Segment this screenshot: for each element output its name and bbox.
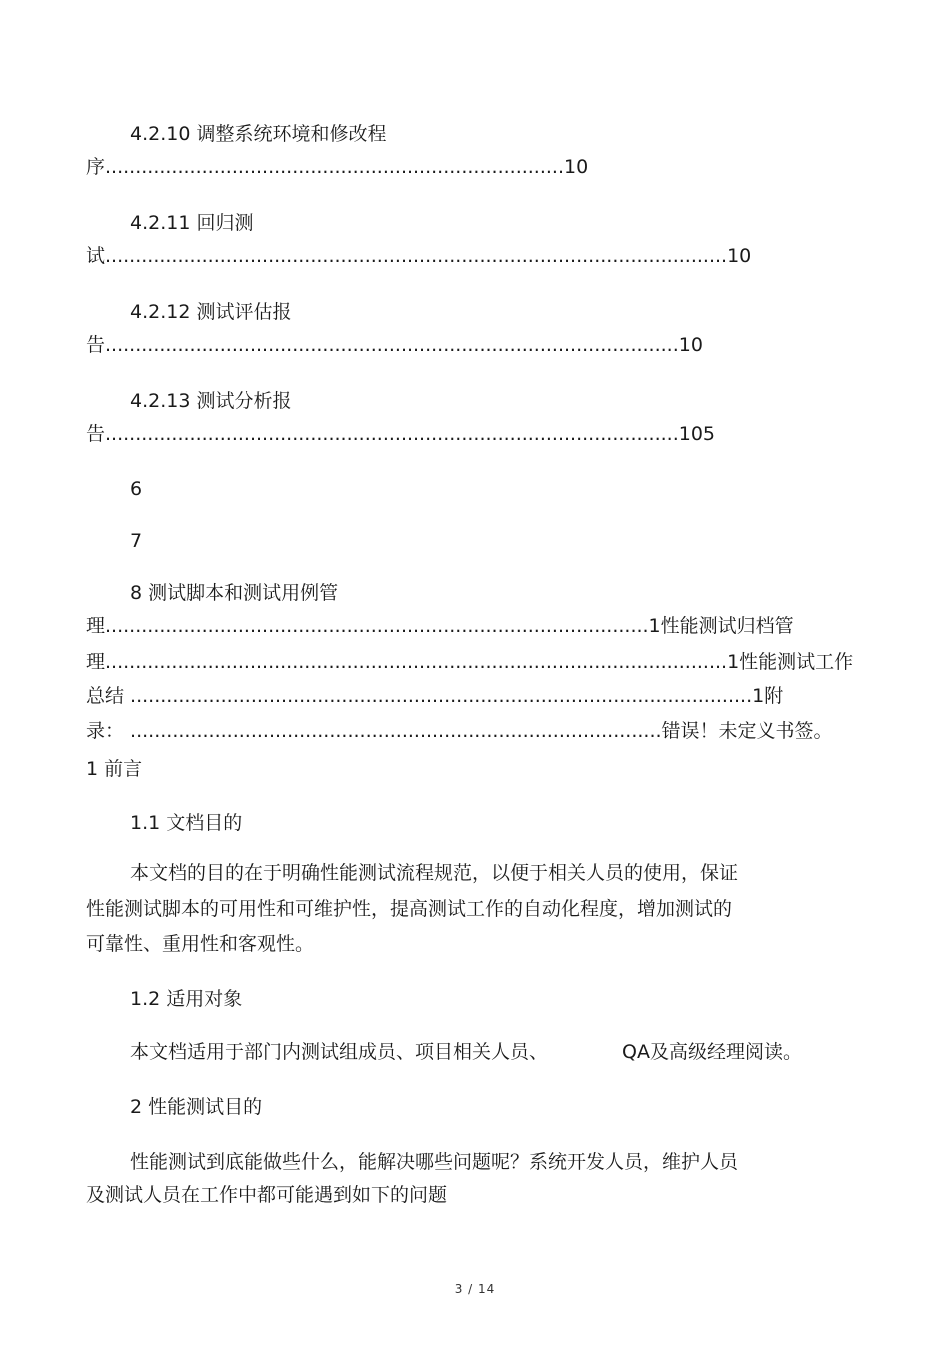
heading-preface: 1 前言 [86, 758, 143, 780]
paragraph-purpose-line-1: 本文档的目的在于明确性能测试流程规范，以便于相关人员的使用，保证 [130, 862, 739, 884]
toc-entry-7: 7 [130, 530, 143, 552]
paragraph-questions-line-2: 及测试人员在工作中都可能遇到如下的问题 [86, 1184, 448, 1206]
toc-entry-8-title: 8 测试脚本和测试用例管 [130, 582, 339, 604]
toc-entry-4-2-10-title: 4.2.10 调整系统环境和修改程 [130, 123, 387, 145]
page-number: 3 / 14 [454, 1282, 496, 1296]
toc-entry-archive-leader: 理.......................................................................................................1性能测试工作 [86, 651, 854, 673]
toc-entry-4-2-13-title: 4.2.13 测试分析报 [130, 390, 292, 412]
toc-entry-6: 6 [130, 478, 143, 500]
heading-audience: 1.2 适用对象 [130, 988, 243, 1010]
toc-entry-appendix-leader: 录： ........................................................................................错误！未定义书签。 [86, 720, 833, 742]
heading-document-purpose: 1.1 文档目的 [130, 812, 243, 834]
heading-performance-test-purpose: 2 性能测试目的 [130, 1096, 263, 1118]
paragraph-audience-part-1: 本文档适用于部门内测试组成员、项目相关人员、 [130, 1041, 549, 1063]
toc-entry-4-2-13-leader: 告...............................................................................................105 [86, 423, 716, 445]
paragraph-purpose-line-3: 可靠性、重用性和客观性。 [86, 933, 315, 955]
toc-entry-4-2-10-leader: 序............................................................................10 [86, 156, 589, 178]
toc-entry-4-2-12-leader: 告...............................................................................................10 [86, 334, 703, 356]
paragraph-purpose-line-2: 性能测试脚本的可用性和可维护性，提高测试工作的自动化程度，增加测试的 [86, 898, 733, 920]
paragraph-audience-part-2: QA及高级经理阅读。 [622, 1041, 802, 1063]
toc-entry-summary-leader: 总结 .......................................................................................................1附 [86, 685, 784, 707]
toc-entry-8-leader: 理..........................................................................................1性能测试归档管 [86, 615, 794, 637]
paragraph-questions-line-1: 性能测试到底能做些什么，能解决哪些问题呢？系统开发人员，维护人员 [130, 1151, 739, 1173]
toc-entry-4-2-11-title: 4.2.11 回归测 [130, 212, 254, 234]
toc-entry-4-2-12-title: 4.2.12 测试评估报 [130, 301, 292, 323]
toc-entry-4-2-11-leader: 试.......................................................................................................10 [86, 245, 752, 267]
